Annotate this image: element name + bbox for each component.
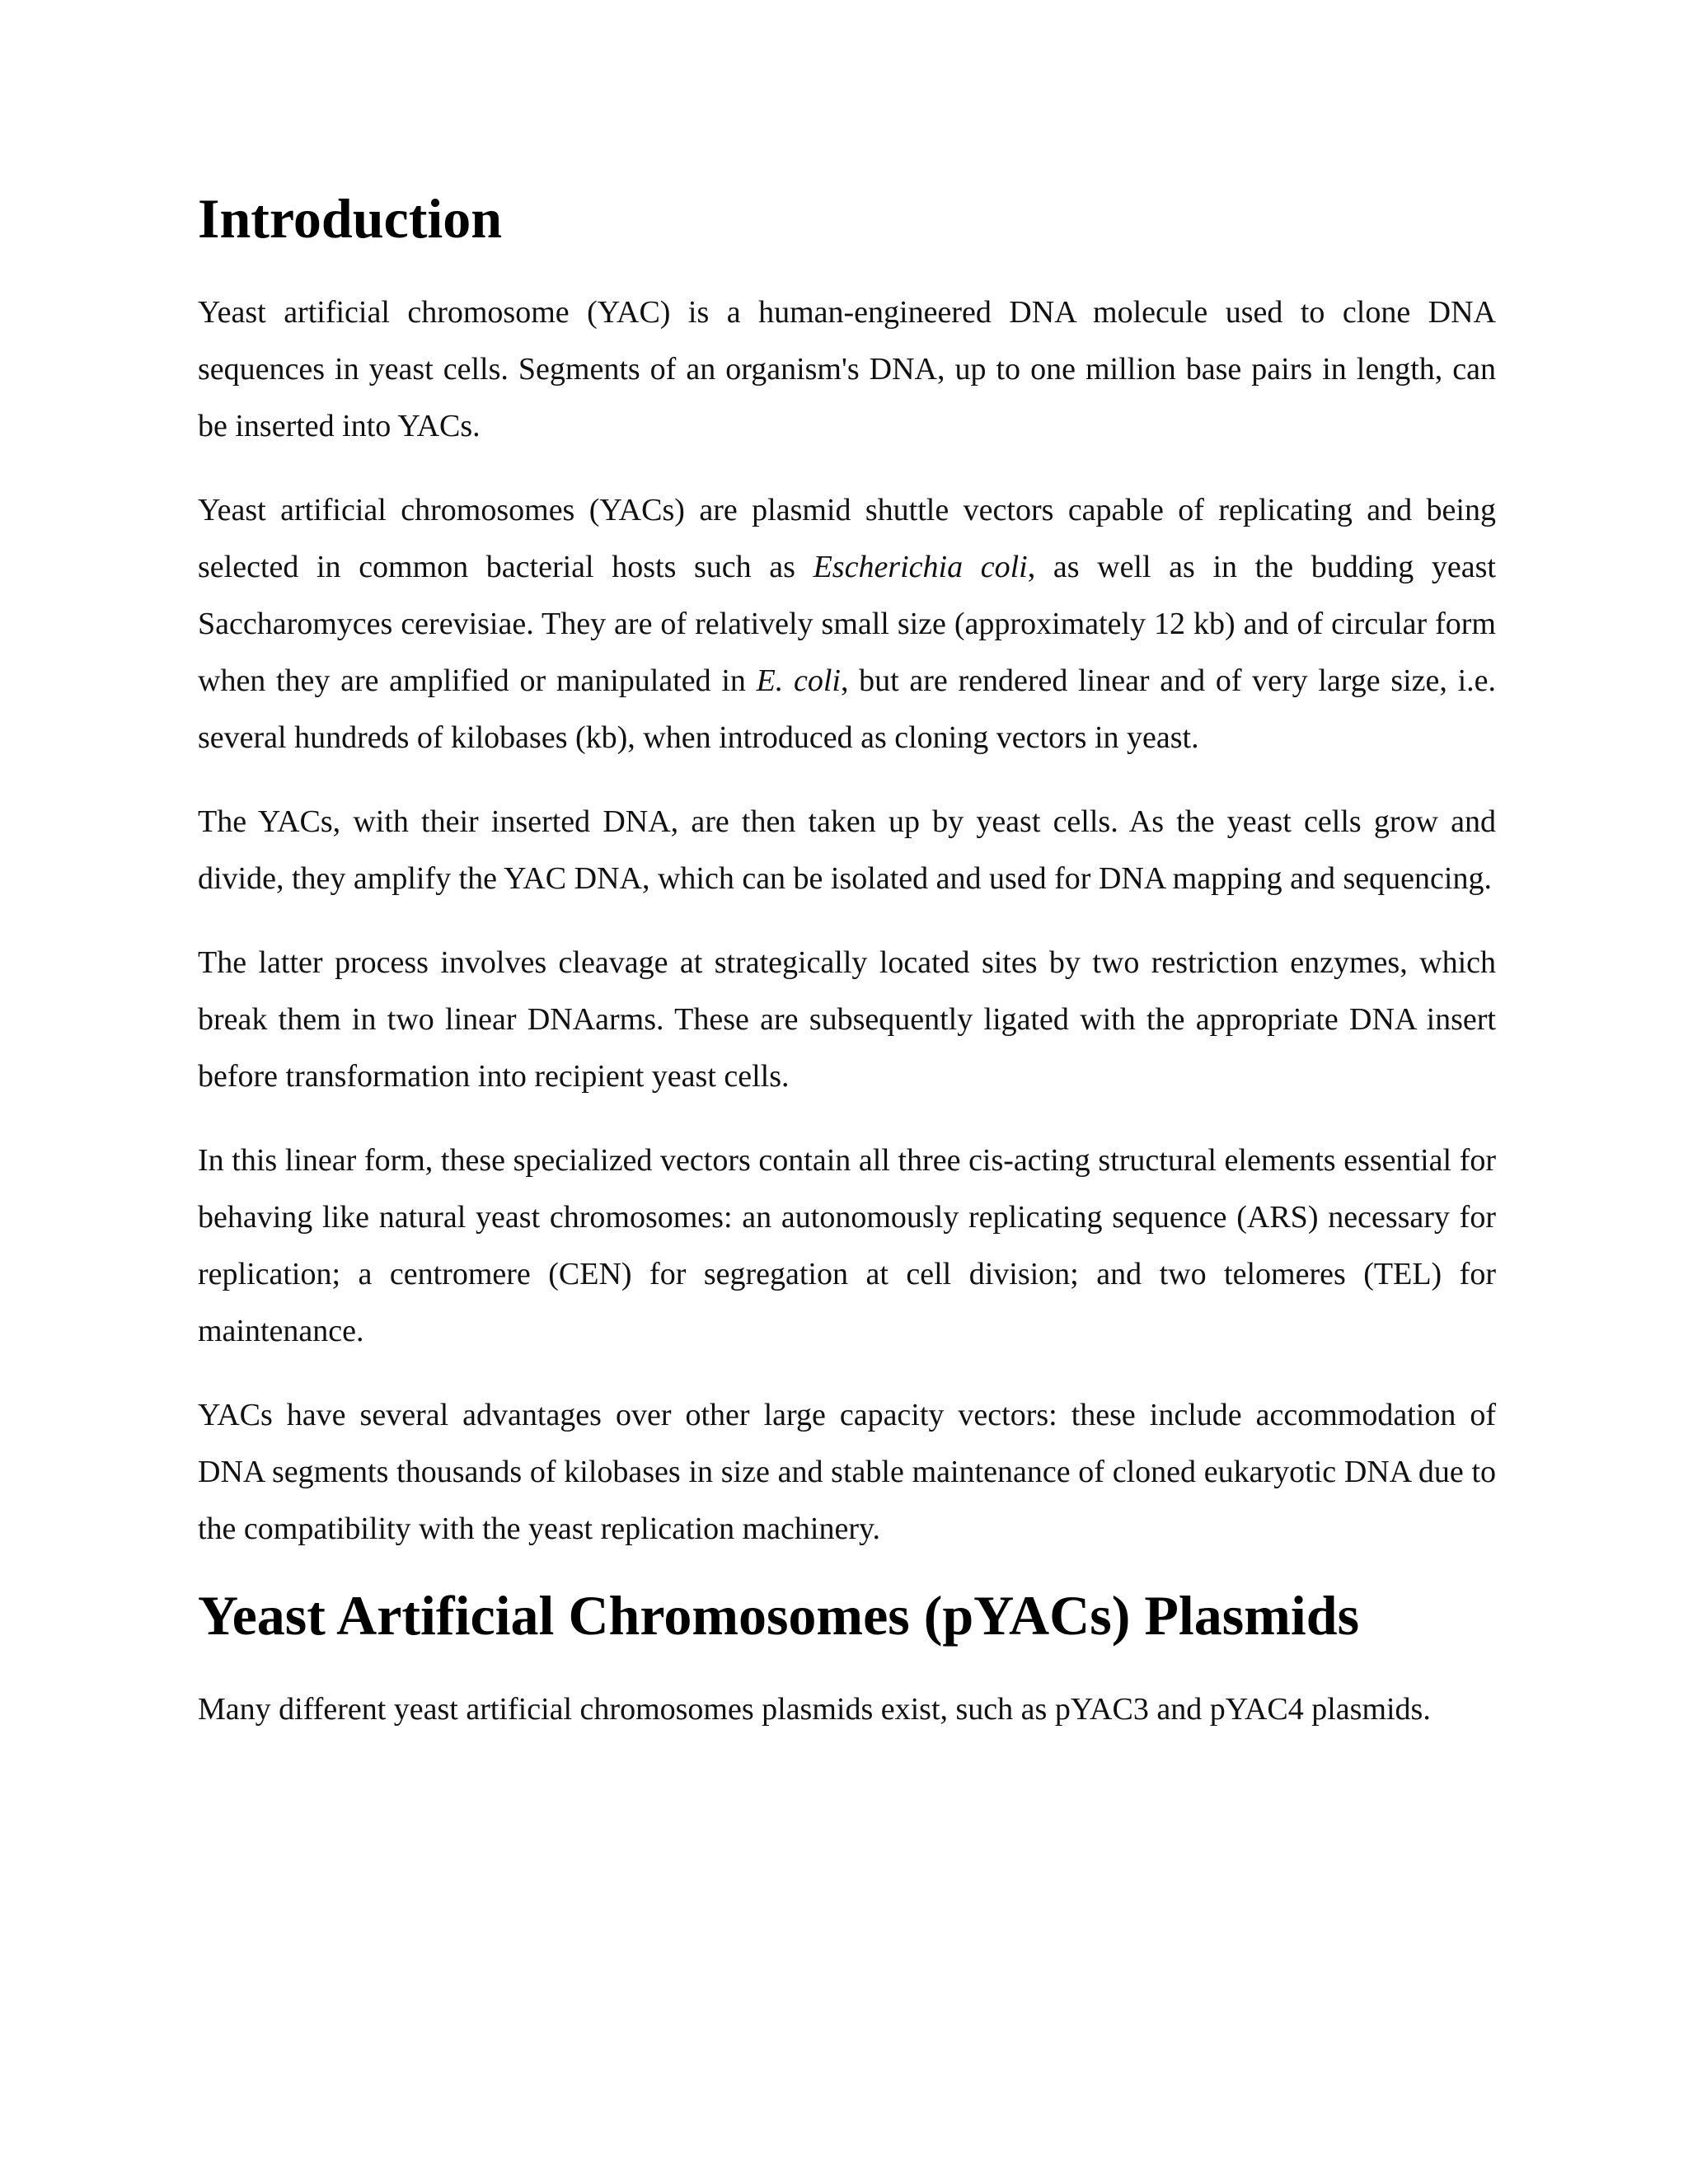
intro-paragraph-3: The YACs, with their inserted DNA, are then taken up by yeast cells. As the yeast cells grow and divide, they amplify the YAC DNA, which can be isolated and used for DNA mapping and sequencing.	[198, 804, 1496, 896]
pyacs-heading: Yeast Artificial Chromosomes (pYACs) Plasmids	[198, 1583, 1360, 1647]
intro-paragraph-2-part-c: , as well as in the budding yeast Saccharomyces cerevisiae. They are of relatively small size (approximately 12 kb) and of circular form when they are amplified or manipulated in	[198, 549, 1496, 698]
intro-paragraph-4: The latter process involves cleavage at strategically located sites by two restriction enzymes, which break them in two linear DNAarms. These are subsequently ligated with the appropriate DNA insert before transformation into recipient yeast cells.	[198, 944, 1496, 1094]
intro-paragraph-2-part-e: , but are rendered linear and of very large size, i.e. several hundreds of kilobases (kb), when introduced as cloning vectors in yeast.	[198, 663, 1497, 755]
intro-paragraph-2	[198, 482, 1496, 766]
document-page	[198, 188, 1496, 1765]
intro-paragraph-2-part-a: Yeast artificial chromosomes (YACs) are plasmid shuttle vectors capable of replicating and being selected in common bacterial hosts such as	[198, 492, 1496, 584]
intro-paragraph-5: In this linear form, these specialized vectors contain all three cis-acting structural elements essential for behaving like natural yeast chromosomes: an autonomously replicating sequence (ARS) necessary for replication; a centromere (CEN) for segregation at cell division; and two telomeres (TEL) for maintenance.	[198, 1142, 1496, 1348]
intro-paragraph-1: Yeast artificial chromosome (YAC) is a human-engineered DNA molecule used to clone DNA sequences in yeast cells. Segments of an organism's DNA, up to one million base pairs in length, can be inserted into YACs.	[198, 294, 1496, 443]
escherichia-coli-italic: Escherichia coli	[813, 549, 1028, 584]
pyacs-paragraph-1: Many different yeast artificial chromosomes plasmids exist, such as pYAC3 and pYAC4 plasmids.	[198, 1691, 1431, 1727]
e-coli-italic: E. coli	[756, 663, 841, 698]
introduction-heading: Introduction	[198, 187, 503, 250]
intro-paragraph-6: YACs have several advantages over other large capacity vectors: these include accommodation of DNA segments thousands of kilobases in size and stable maintenance of cloned eukaryotic DNA due to the compatibility with the yeast replication machinery.	[198, 1397, 1496, 1546]
